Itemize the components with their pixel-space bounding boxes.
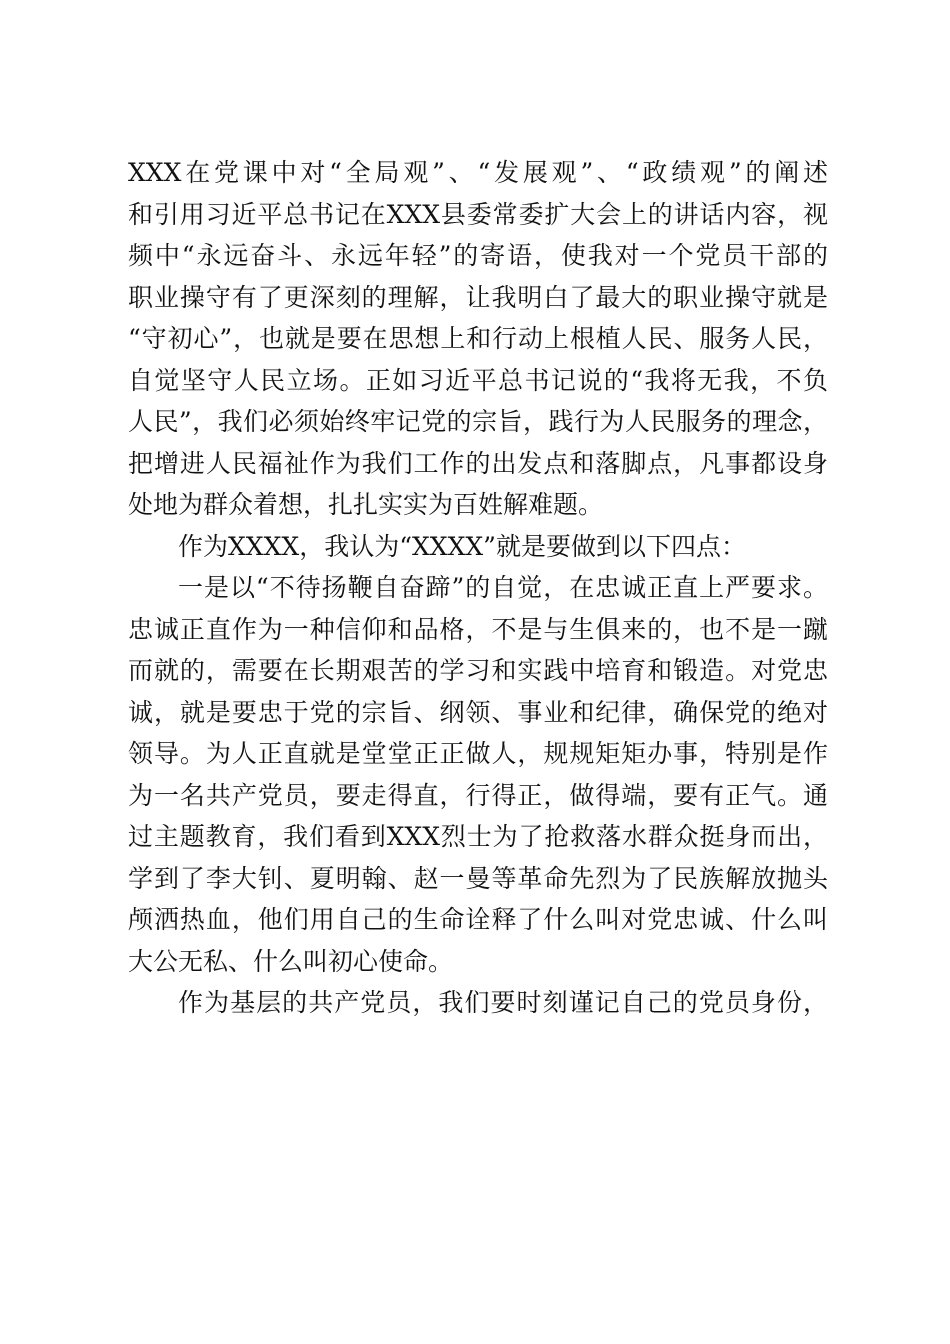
text-line: 人民”，我们必须始终牢记党的宗旨，践行为人民服务的理念，: [128, 407, 828, 436]
text-line: 把增进人民福祉作为我们工作的出发点和落脚点，凡事都设身: [128, 448, 828, 478]
text-line: 自觉坚守人民立场。正如习近平总书记说的“我将无我，不负: [128, 365, 828, 395]
text-line: 诚，就是要忠于党的宗旨、纲领、事业和纪律，确保党的绝对: [128, 697, 828, 727]
paragraph-start-line: 作为基层的共产党员，我们要时刻谨记自己的党员身份，: [178, 988, 828, 1017]
text-line: “守初心”，也就是要在思想上和行动上根植人民、服务人民，: [128, 324, 828, 353]
paragraph-start-line: 作为XXXX，我认为“XXXX”就是要做到以下四点：: [178, 531, 746, 561]
paragraph-start-line: 一是以“不待扬鞭自奋蹄”的自觉，在忠诚正直上严要求。: [178, 573, 828, 602]
text-line: 学到了李大钊、夏明翰、赵一曼等革命先烈为了民族解放抛头: [128, 863, 828, 893]
text-line: 为一名共产党员，要走得直，行得正，做得端，要有正气。通: [128, 780, 828, 810]
text-line: 频中“永远奋斗、永远年轻”的寄语，使我对一个党员干部的: [128, 241, 828, 270]
text-line: 而就的，需要在长期艰苦的学习和实践中培育和锻造。对党忠: [128, 656, 828, 685]
text-line: 过主题教育，我们看到XXX烈士为了抢救落水群众挺身而出，: [128, 822, 828, 851]
text-line: XXX在党课中对“全局观”、“发展观”、“政绩观”的阐述: [128, 158, 828, 187]
text-line: 处地为群众着想，扎扎实实为百姓解难题。: [128, 490, 604, 519]
text-line: 领导。为人正直就是堂堂正正做人，规规矩矩办事，特别是作: [128, 739, 828, 768]
text-line: 大公无私、什么叫初心使命。: [128, 946, 454, 976]
text-line: 颅洒热血，他们用自己的生命诠释了什么叫对党忠诚、什么叫: [128, 905, 828, 934]
text-line: 和引用习近平总书记在XXX县委常委扩大会上的讲话内容，视: [128, 199, 828, 229]
document-body: [128, 152, 828, 1024]
text-line: 职业操守有了更深刻的理解，让我明白了最大的职业操守就是: [128, 282, 828, 312]
text-line: 忠诚正直作为一种信仰和品格，不是与生俱来的，也不是一蹴: [128, 614, 828, 644]
